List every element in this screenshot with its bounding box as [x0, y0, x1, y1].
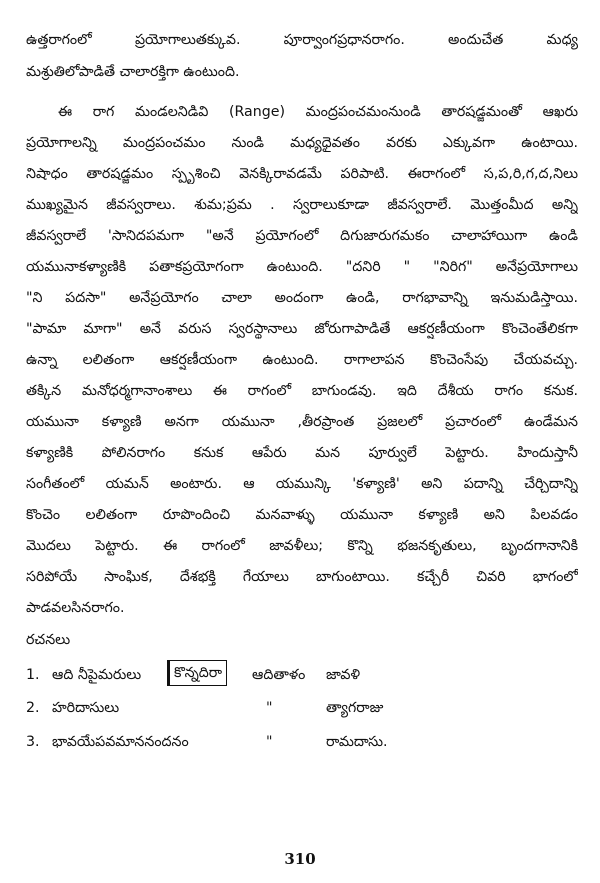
composition-number: 3. [26, 734, 40, 750]
composition-item [26, 731, 586, 753]
text-line: జీవస్వరాలే 'సానిదపమగా "అనే ప్రయోగంలో దిగుజారుగమకం చాలాహాయిగా ఉండి [26, 228, 578, 244]
composition-type: జావళి [326, 667, 361, 683]
page-number: 310 [284, 850, 316, 868]
text-line: పాడవలసినరాగం. [26, 600, 125, 616]
text-line: సరిపోయే సాంఘిక, దేశభక్తి గేయాలు బాగుంటాయి. కచ్చేరీ చివరి భాగంలో [26, 569, 578, 585]
composition-composer: రామదాసు. [326, 734, 388, 750]
text-line: కళ్యాణికి పోలినరాగం కనుక ఆపేరు మన పూర్వులే పెట్టారు. హిందుస్తానీ [26, 445, 578, 461]
ditto-mark: " [266, 734, 273, 750]
composition-item [26, 664, 586, 686]
text-line: యమునా కళ్యాణి అనగా యమునా ,తీరప్రాంత ప్రజలలో ప్రచారంలో ఉండేమన [26, 414, 578, 430]
composition-tala: ఆదితాళం [252, 667, 306, 683]
composition-name: భావయేపవమాననందనం [52, 734, 189, 750]
text-line: "పామా మాగా" అనే వరుస స్వరస్థానాలు జోరుగాపాడితే ఆకర్షణీయంగా కొంచెంతేలికగా [26, 321, 578, 337]
composition-composer: త్యాగరాజు [326, 700, 384, 716]
text-line: సంగీతంలో యమన్ అంటారు. ఆ యమున్కి 'కళ్యాణి' అని పదాన్ని చేర్చిదాన్ని [26, 476, 578, 492]
composition-name: హరిదాసులు [52, 700, 120, 716]
composition-name: ఆది నీపైమరులు [52, 667, 142, 683]
text-line: మొదలు పెట్టారు. ఈ రాగంలో జావళీలు; కొన్ని భజనకృతులు, బృందగానానికి [26, 538, 578, 554]
text-line: మశ్రుతిలోపాడితే చాలారక్తిగా ఉంటుంది. [26, 64, 240, 80]
ditto-mark: " [266, 700, 273, 716]
text-line: తక్కిన మనోధర్మగానాంశాలు ఈ రాగంలో బాగుండవు. ఇది దేశీయ రాగం కనుక. [26, 383, 578, 399]
text-line: ప్రయోగాలన్ని మంద్రపంచమం నుండి మధ్యధైవతం వరకు ఎక్కువగా ఉంటాయి. [26, 135, 578, 151]
composition-boxed-text: కొన్నదిరా [167, 660, 227, 686]
text-line: ఉత్తరాగంలో ప్రయోగాలుతక్కువ. పూర్వాంగప్రధానరాగం. అందుచేత మధ్య [26, 32, 578, 48]
text-line: ఉన్నా లలితంగా ఆకర్షణీయంగా ఉంటుంది. రాగాలాపన కొంచెంసేపు చేయవచ్చు. [26, 352, 578, 368]
text-line: ఈ రాగ మండలనిడివి (Range) మంద్రపంచమంనుండి తారషడ్జమంతో ఆఖరు [58, 104, 578, 120]
composition-number: 1. [26, 667, 40, 683]
compositions-heading: రచనలు [26, 632, 71, 648]
composition-item [26, 697, 586, 719]
text-line: కొంచెం లలితంగా రూపొందించి మనవాళ్ళు యమునా కళ్యాణి అని పిలవడం [26, 507, 578, 523]
composition-number: 2. [26, 700, 40, 716]
text-line: "ని పదసా" అనేప్రయోగం చాలా అందంగా ఉండి, రాగభావాన్ని ఇనుమడిస్తాయి. [26, 290, 578, 306]
text-line: ముఖ్యమైన జీవస్వరాలు. శుమ;ప్రమ . స్వరాలుకూడా జీవస్వరాలే. మొత్తంమీద అన్ని [26, 197, 578, 213]
text-line: యమునాకళ్యాణికి పతాకప్రయోగంగా ఉంటుంది. "దనిరి " "నిరిగ" అనేప్రయోగాలు [26, 259, 578, 275]
text-line: నిషాధం తారషడ్జమం స్పృశించి వెనక్కిరావడమే పరిపాటి. ఈరాగంలో స,ప,రి,గ,ద,నిలు [26, 166, 578, 182]
